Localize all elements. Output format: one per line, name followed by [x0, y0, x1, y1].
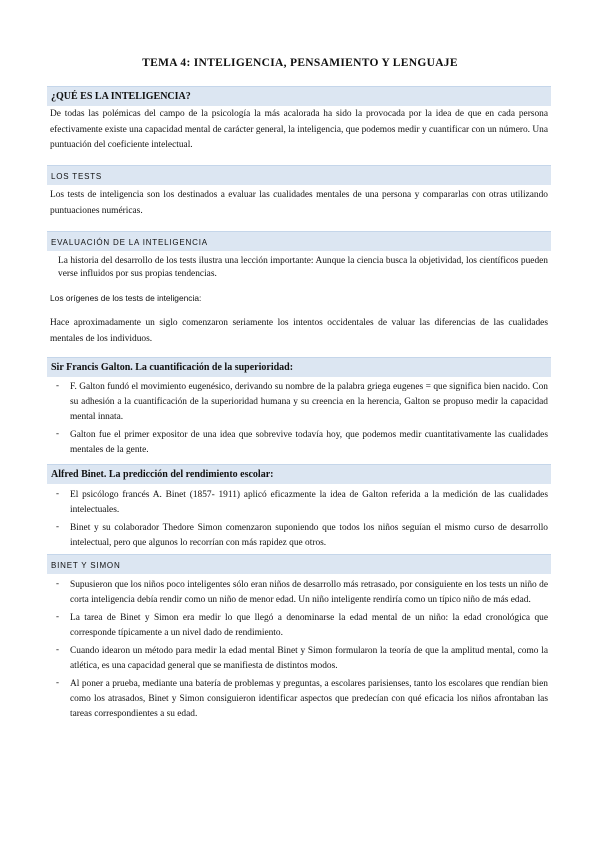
list-item-text: Galton fue el primer expositor de una idea que sobrevive todavía hoy, que podemos medir cuantitativamente las cualidades mentales de la gente.: [70, 430, 548, 455]
list-item-text: Al poner a prueba, mediante una batería de problemas y preguntas, a escolares parisienses, tanto los escolares que rendían bien como los atrasados, Binet y Simon consiguieron identificar aspectos que predecían con qué eficacia los niños afrontaban las tareas correspondientes a su edad.: [70, 679, 548, 719]
bullet-marker: -: [56, 578, 59, 588]
galton-bullet-list: [50, 380, 548, 458]
bullet-marker: -: [56, 380, 59, 390]
bullet-marker: -: [56, 521, 59, 531]
section-header-evaluacion: [47, 231, 551, 251]
list-item-text: Cuando idearon un método para medir la edad mental Binet y Simon formularon la teoría de que la amplitud mental, como la atlética, es una capacidad general que se manifiesta de distintos modos.: [70, 646, 548, 671]
list-item: [50, 380, 548, 425]
section-header-tests: [47, 165, 551, 185]
section-heading: LOS TESTS: [51, 172, 103, 181]
list-item-text: Binet y su colaborador Thedore Simon comenzaron suponiendo que todos los niños seguían el mismo curso de desarrollo intelectual, pero que algunos lo recorrían con más rapidez que otros.: [70, 523, 548, 548]
section-heading: EVALUACIÓN DE LA INTELIGENCIA: [51, 238, 208, 247]
section-heading: ¿QUÉ ES LA INTELIGENCIA?: [51, 91, 191, 102]
paragraph-origins: Hace aproximadamente un siglo comenzaron seriamente los intentos occidentales de valuar las diferencias de las cualidades mentales de los individuos.: [50, 318, 548, 344]
section-header-binet: [47, 464, 551, 484]
binet-bullet-list: [50, 488, 548, 551]
list-item-text: F. Galton fundó el movimiento eugenésico, derivando su nombre de la palabra griega eugenes = que significa bien nacido. Con su adhesión a la cuantificación de la superioridad humana y su creencia en la herencia, Galton se propuso medir la capacidad mental innata.: [70, 382, 548, 422]
origins-label: Los orígenes de los tests de inteligencia:: [50, 293, 202, 303]
list-item-text: El psicólogo francés A. Binet (1857- 1911) aplicó eficazmente la idea de Galton referida a la medición de las cualidades intelectuales.: [70, 490, 548, 515]
section-heading: Alfred Binet. La predicción del rendimiento escolar:: [51, 469, 274, 480]
bullet-marker: -: [56, 677, 59, 687]
paragraph-evaluacion: La historia del desarrollo de los tests ilustra una lección importante: Aunque la ciencia busca la objetividad, los científicos pueden verse influidos por sus propias tendencias.: [58, 256, 548, 279]
list-item: [50, 677, 548, 722]
list-item: [50, 488, 548, 518]
paragraph-que-es: De todas las polémicas del campo de la psicología la más acalorada ha sido la provocada por la idea de que en cada persona efectivamente existe una capacidad mental de carácter general, la inteligencia, que podemos medir y cuantificar con un número. Una puntuación del coeficiente intelectual.: [50, 109, 548, 150]
list-item: [50, 428, 548, 458]
list-item: [50, 521, 548, 551]
section-header-galton: [47, 357, 551, 377]
list-item: [50, 644, 548, 674]
paragraph-tests: Los tests de inteligencia son los destinados a evaluar las cualidades mentales de una persona y compararlas con otras utilizando puntuaciones numéricas.: [50, 190, 548, 216]
bullet-marker: -: [56, 428, 59, 438]
binet-simon-bullet-list: [50, 578, 548, 722]
bullet-marker: -: [56, 644, 59, 654]
section-heading: Sir Francis Galton. La cuantificación de la superioridad:: [51, 362, 294, 373]
list-item-text: Supusieron que los niños poco inteligentes sólo eran niños de desarrollo más retrasado, por consiguiente en los tests un niño de corta inteligencia debía rendir como un niño de menor edad. Un niño inteligente rendiría como un típico niño de más edad.: [70, 580, 548, 605]
section-heading: BINET Y SIMON: [51, 561, 121, 570]
bullet-marker: -: [56, 611, 59, 621]
bullet-marker: -: [56, 488, 59, 498]
list-item: [50, 578, 548, 608]
section-header-que-es: [47, 86, 551, 106]
section-header-binet-simon: [47, 554, 551, 574]
list-item-text: La tarea de Binet y Simon era medir lo que llegó a denominarse la edad mental de un niño: la edad cronológica que corresponde típicamente a un nivel dado de rendimiento.: [70, 613, 548, 638]
list-item: [50, 611, 548, 641]
page-title: TEMA 4: INTELIGENCIA, PENSAMIENTO Y LENGUAJE: [142, 57, 458, 69]
